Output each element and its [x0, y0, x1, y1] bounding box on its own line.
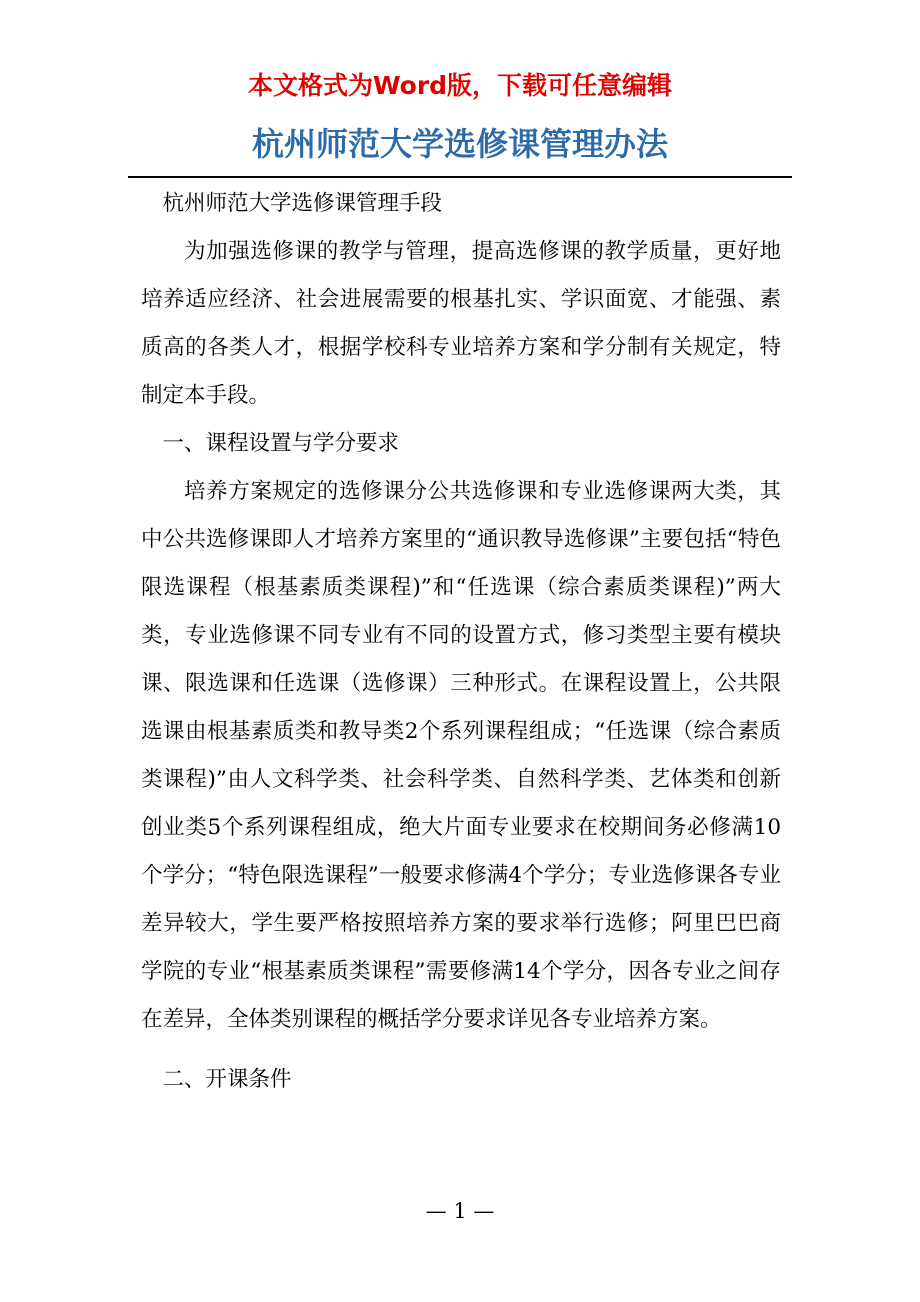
section-1-heading: 一、课程设置与学分要求 [162, 431, 400, 456]
document-body [141, 180, 781, 1104]
download-banner: 本文格式为Word版，下载可任意编辑 [247, 71, 673, 100]
page-title: 杭州师范大学选修课管理办法 [251, 125, 668, 163]
title-divider [128, 176, 792, 178]
section-2-heading: 二、开课条件 [162, 1067, 292, 1092]
page-number: — 1 — [425, 1199, 495, 1223]
intro-paragraph: 为加强选修课的教学与管理，提高选修课的教学质量，更好地培养适应经济、社会进展需要的根基扎实、学识面宽、才能强、素质高的各类人才，根据学校科专业培养方案和学分制有关规定，特制定本手段。 [141, 239, 781, 408]
document-heading: 杭州师范大学选修课管理手段 [162, 191, 443, 216]
section-1-paragraph: 培养方案规定的选修课分公共选修课和专业选修课两大类，其中公共选修课即人才培养方案里的“通识教导选修课”主要包括“特色限选课程（根基素质类课程)”和“任选课（综合素质类课程)”两大类，专业选修课不同专业有不同的设置方式，修习类型主要有模块课、限选课和任选课（选修课）三种形式。在课程设置上，公共限选课由根基素质类和教导类2个系列课程组成；“任选课（综合素质类课程)”由人文科学类、社会科学类、自然科学类、艺体类和创新创业类5个系列课程组成，绝大片面专业要求在校期间务必修满10个学分；“特色限选课程”一般要求修满4个学分；专业选修课各专业差异较大，学生要严格按照培养方案的要求举行选修；阿里巴巴商学院的专业“根基素质类课程”需要修满14个学分，因各专业之间存在差异，全体类别课程的概括学分要求详见各专业培养方案。 [141, 479, 781, 1032]
paragraph-spacer [141, 1044, 781, 1056]
